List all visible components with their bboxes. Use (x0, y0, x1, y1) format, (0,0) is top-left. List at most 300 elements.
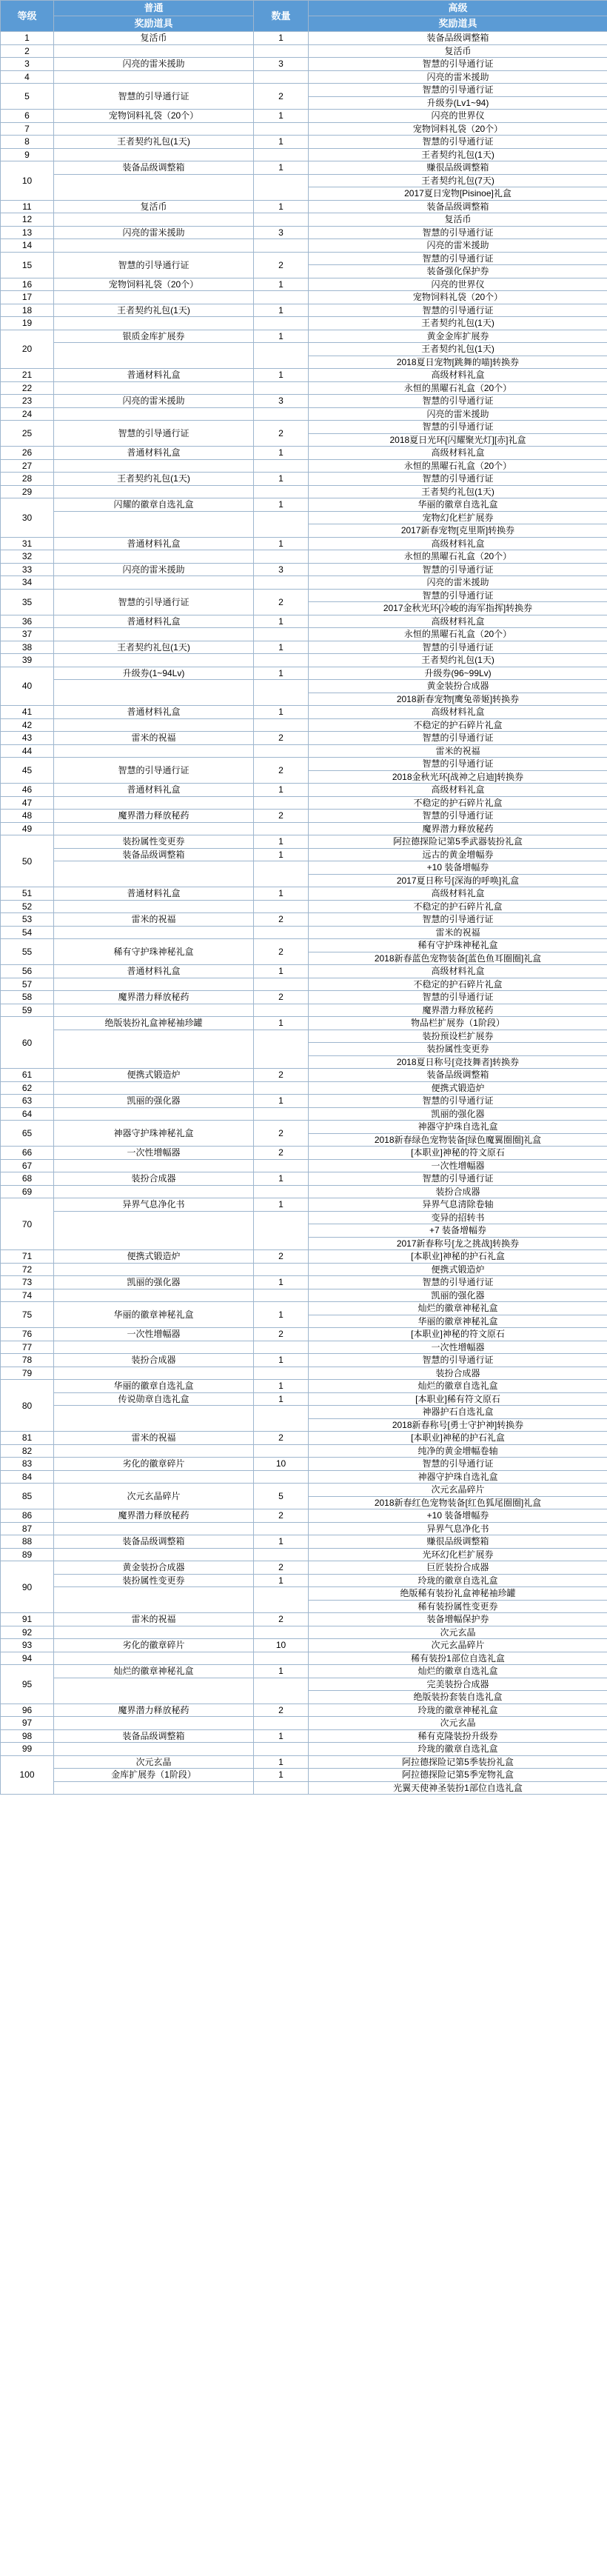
quantity-cell: 1 (254, 1095, 309, 1108)
table-row (1, 1198, 607, 1212)
table-row (1, 381, 607, 395)
level-cell: 95 (1, 1665, 54, 1704)
adv-item-cell: 纯净的黄金增幅卷轴 (309, 1444, 607, 1458)
table-row (1, 291, 607, 304)
table-row (1, 278, 607, 291)
normal-item-cell: 绝版装扮礼盒神秘袖珍罐 (54, 1017, 254, 1030)
normal-item-cell: 装扮合成器 (54, 1354, 254, 1367)
table-row (1, 343, 607, 356)
quantity-cell: 2 (254, 1509, 309, 1523)
adv-item-cell: 雷米的祝福 (309, 926, 607, 939)
quantity-cell: 10 (254, 1639, 309, 1652)
adv-item-cell: 雷米的祝福 (309, 744, 607, 758)
quantity-cell (254, 70, 309, 84)
header-adv-items: 奖励道具 (309, 16, 607, 32)
level-cell: 3 (1, 58, 54, 71)
quantity-cell: 2 (254, 1121, 309, 1147)
adv-item-cell: 稀有装扮属性变更券 (309, 1600, 607, 1613)
adv-item-cell: 不稳定的护石碎片礼盒 (309, 796, 607, 810)
adv-item-cell: 黄金装扮合成器 (309, 680, 607, 693)
adv-item-cell: 灿烂的徽章自选礼盒 (309, 1380, 607, 1393)
adv-item-cell: 升级券(Lv1~94) (309, 96, 607, 110)
level-cell: 23 (1, 395, 54, 408)
quantity-cell: 1 (254, 330, 309, 343)
level-cell: 48 (1, 810, 54, 823)
adv-item-cell: 装扮合成器 (309, 1367, 607, 1380)
adv-item-cell: 高级材料礼盒 (309, 447, 607, 460)
adv-item-cell: 高级材料礼盒 (309, 369, 607, 382)
level-cell: 25 (1, 421, 54, 447)
adv-item-cell: 智慧的引导通行证 (309, 1095, 607, 1108)
level-cell: 85 (1, 1484, 54, 1509)
table-row (1, 900, 607, 913)
quantity-cell (254, 1444, 309, 1458)
adv-item-cell: 阿拉德探险记第5季装扮礼盒 (309, 1755, 607, 1769)
normal-item-cell (54, 654, 254, 667)
level-cell: 98 (1, 1729, 54, 1743)
adv-item-cell: [本职业]神秘的符文原石 (309, 1147, 607, 1160)
adv-item-cell: 魔界潜力释放秘药 (309, 822, 607, 835)
level-cell: 100 (1, 1755, 54, 1795)
table-row (1, 1367, 607, 1380)
adv-item-cell: 完美装扮合成器 (309, 1678, 607, 1691)
table-row (1, 978, 607, 991)
quantity-cell: 1 (254, 136, 309, 149)
normal-item-cell: 便携式锻造炉 (54, 1069, 254, 1082)
quantity-cell: 1 (254, 615, 309, 628)
table-row (1, 252, 607, 265)
normal-item-cell: 装备品级调整箱 (54, 161, 254, 175)
table-row (1, 576, 607, 590)
normal-item-cell: 稀有守护珠神秘礼盒 (54, 939, 254, 965)
quantity-cell: 1 (254, 1198, 309, 1212)
adv-item-cell: 闪亮的世界仪 (309, 110, 607, 123)
normal-item-cell (54, 1678, 254, 1704)
normal-item-cell (54, 1004, 254, 1017)
level-cell: 12 (1, 213, 54, 227)
level-cell: 27 (1, 459, 54, 473)
quantity-cell: 1 (254, 1755, 309, 1769)
quantity-cell: 1 (254, 200, 309, 213)
level-cell: 69 (1, 1185, 54, 1198)
normal-item-cell (54, 1444, 254, 1458)
adv-item-cell: 魔界潜力释放秘药 (309, 1004, 607, 1017)
table-row (1, 1276, 607, 1289)
adv-item-cell: 不稳定的护石碎片礼盒 (309, 978, 607, 991)
quantity-cell: 1 (254, 161, 309, 175)
normal-item-cell (54, 1263, 254, 1276)
quantity-cell (254, 1652, 309, 1665)
table-row (1, 667, 607, 680)
adv-item-cell: 一次性增幅器 (309, 1341, 607, 1354)
level-cell: 47 (1, 796, 54, 810)
table-row (1, 1587, 607, 1601)
quantity-cell (254, 1626, 309, 1639)
adv-item-cell: 高级材料礼盒 (309, 965, 607, 978)
table-row (1, 1509, 607, 1523)
adv-item-cell: 凯丽的强化器 (309, 1107, 607, 1121)
normal-item-cell (54, 1470, 254, 1484)
quantity-cell: 2 (254, 1069, 309, 1082)
normal-item-cell: 便携式锻造炉 (54, 1250, 254, 1264)
adv-item-cell: 闪亮的雷米援助 (309, 576, 607, 590)
level-cell: 67 (1, 1159, 54, 1172)
normal-item-cell: 传说勋章自选礼盒 (54, 1392, 254, 1406)
quantity-cell: 1 (254, 447, 309, 460)
level-cell: 16 (1, 278, 54, 291)
normal-item-cell: 魔界潜力释放秘药 (54, 1509, 254, 1523)
table-row (1, 1302, 607, 1315)
adv-item-cell: 智慧的引导通行证 (309, 563, 607, 576)
level-cell: 83 (1, 1458, 54, 1471)
normal-item-cell (54, 1341, 254, 1354)
adv-item-cell: 智慧的引导通行证 (309, 84, 607, 97)
normal-item-cell: 灿烂的徽章神秘礼盒 (54, 1665, 254, 1678)
adv-item-cell: 华丽的徽章神秘礼盒 (309, 1315, 607, 1328)
level-cell: 32 (1, 550, 54, 564)
adv-item-cell: 玲珑的徽章自选礼盒 (309, 1743, 607, 1756)
level-cell: 1 (1, 32, 54, 45)
adv-item-cell: 2017新春称号[龙之挑战]转换券 (309, 1237, 607, 1250)
adv-item-cell: 智慧的引导通行证 (309, 589, 607, 602)
table-row (1, 1561, 607, 1575)
adv-item-cell: 2018新春蓝色宠物装备[蓝色鱼耳圈圈]礼盒 (309, 952, 607, 965)
quantity-cell (254, 680, 309, 706)
table-row (1, 1095, 607, 1108)
adv-item-cell: 高级材料礼盒 (309, 887, 607, 901)
table-row (1, 1613, 607, 1626)
level-cell: 97 (1, 1717, 54, 1730)
quantity-cell (254, 926, 309, 939)
adv-item-cell: 不稳定的护石碎片礼盒 (309, 718, 607, 732)
normal-item-cell (54, 796, 254, 810)
table-row (1, 926, 607, 939)
adv-item-cell: 玲珑的徽章神秘礼盒 (309, 1704, 607, 1717)
adv-item-cell: 装备品级调整箱 (309, 32, 607, 45)
level-cell: 38 (1, 641, 54, 654)
table-row (1, 810, 607, 823)
table-row (1, 796, 607, 810)
table-row (1, 511, 607, 524)
level-cell: 63 (1, 1095, 54, 1108)
adv-item-cell: [本职业]稀有符文原石 (309, 1392, 607, 1406)
level-cell: 41 (1, 706, 54, 719)
quantity-cell (254, 1548, 309, 1561)
quantity-cell: 1 (254, 1354, 309, 1367)
normal-item-cell: 金库扩展券（1阶段） (54, 1769, 254, 1782)
normal-item-cell (54, 1743, 254, 1756)
adv-item-cell: 2017新春宠物[克里斯]转换券 (309, 524, 607, 538)
level-cell: 81 (1, 1432, 54, 1445)
quantity-cell (254, 239, 309, 253)
adv-item-cell: 异界气息清除卷轴 (309, 1198, 607, 1212)
table-row (1, 1678, 607, 1691)
quantity-cell (254, 718, 309, 732)
adv-item-cell: 神器守护珠自选礼盒 (309, 1121, 607, 1134)
normal-item-cell: 宠物饲料礼袋（20个） (54, 110, 254, 123)
level-cell: 55 (1, 939, 54, 965)
level-cell: 22 (1, 381, 54, 395)
quantity-cell: 1 (254, 1380, 309, 1393)
adv-item-cell: 闪亮的世界仪 (309, 278, 607, 291)
adv-item-cell: 装扮合成器 (309, 1185, 607, 1198)
quantity-cell: 1 (254, 1392, 309, 1406)
table-row (1, 1432, 607, 1445)
adv-item-cell: 升级券(96~99Lv) (309, 667, 607, 680)
normal-item-cell: 普通材料礼盒 (54, 784, 254, 797)
level-cell: 75 (1, 1302, 54, 1328)
level-cell: 10 (1, 161, 54, 201)
table-row (1, 744, 607, 758)
table-row (1, 136, 607, 149)
adv-item-cell: 智慧的引导通行证 (309, 641, 607, 654)
level-cell: 33 (1, 563, 54, 576)
table-row (1, 1069, 607, 1082)
table-row (1, 537, 607, 550)
adv-item-cell: 智慧的引导通行证 (309, 395, 607, 408)
level-cell: 6 (1, 110, 54, 123)
table-row (1, 1250, 607, 1264)
normal-item-cell: 雷米的祝福 (54, 732, 254, 745)
level-cell: 90 (1, 1561, 54, 1613)
quantity-cell: 10 (254, 1458, 309, 1471)
header-normal-items: 奖励道具 (54, 16, 254, 32)
normal-item-cell (54, 1548, 254, 1561)
quantity-cell (254, 978, 309, 991)
quantity-cell (254, 44, 309, 58)
level-cell: 54 (1, 926, 54, 939)
normal-item-cell: 次元玄晶 (54, 1755, 254, 1769)
quantity-cell: 2 (254, 1328, 309, 1341)
normal-item-cell: 华丽的徽章神秘礼盒 (54, 1302, 254, 1328)
table-row (1, 1289, 607, 1302)
normal-item-cell (54, 1406, 254, 1432)
quantity-cell (254, 1263, 309, 1276)
table-row (1, 1704, 607, 1717)
quantity-cell (254, 1081, 309, 1095)
table-row (1, 641, 607, 654)
level-cell: 34 (1, 576, 54, 590)
table-row (1, 1444, 607, 1458)
level-cell: 37 (1, 628, 54, 641)
adv-item-cell: 王者契约礼包(1天) (309, 654, 607, 667)
level-cell: 46 (1, 784, 54, 797)
quantity-cell (254, 1587, 309, 1613)
quantity-cell: 2 (254, 810, 309, 823)
table-row (1, 965, 607, 978)
table-row (1, 110, 607, 123)
adv-item-cell: 永恒的黑曜石礼盒（20个） (309, 459, 607, 473)
quantity-cell: 1 (254, 887, 309, 901)
level-cell: 74 (1, 1289, 54, 1302)
quantity-cell: 3 (254, 563, 309, 576)
table-body (1, 32, 607, 1795)
adv-item-cell: 绝版装扮套装自选礼盒 (309, 1691, 607, 1704)
quantity-cell (254, 1030, 309, 1069)
quantity-cell (254, 1406, 309, 1432)
quantity-cell (254, 1678, 309, 1704)
table-row (1, 1172, 607, 1186)
table-row (1, 550, 607, 564)
table-row (1, 706, 607, 719)
adv-item-cell: 灿烂的徽章神秘礼盒 (309, 1302, 607, 1315)
adv-item-cell: 变异的招转书 (309, 1211, 607, 1224)
table-row (1, 887, 607, 901)
level-cell: 44 (1, 744, 54, 758)
quantity-cell (254, 381, 309, 395)
normal-item-cell: 银质金库扩展券 (54, 330, 254, 343)
quantity-cell: 1 (254, 1665, 309, 1678)
quantity-cell: 3 (254, 58, 309, 71)
normal-item-cell: 雷米的祝福 (54, 913, 254, 927)
adv-item-cell: +10 装备增幅券 (309, 1509, 607, 1523)
normal-item-cell: 装扮合成器 (54, 1172, 254, 1186)
level-cell: 92 (1, 1626, 54, 1639)
normal-item-cell: 王者契约礼包(1天) (54, 136, 254, 149)
quantity-cell (254, 822, 309, 835)
level-cell: 62 (1, 1081, 54, 1095)
adv-item-cell: 王者契约礼包(1天) (309, 317, 607, 330)
table-row (1, 1017, 607, 1030)
table-row (1, 161, 607, 175)
table-row (1, 84, 607, 97)
adv-item-cell: 次元玄晶 (309, 1717, 607, 1730)
table-row (1, 32, 607, 45)
table-row (1, 1717, 607, 1730)
quantity-cell: 1 (254, 848, 309, 861)
normal-item-cell: 复活币 (54, 32, 254, 45)
quantity-cell (254, 796, 309, 810)
normal-item-cell: 王者契约礼包(1天) (54, 473, 254, 486)
adv-item-cell: 智慧的引导通行证 (309, 252, 607, 265)
level-cell: 73 (1, 1276, 54, 1289)
level-cell: 91 (1, 1613, 54, 1626)
adv-item-cell: 绝版稀有装扮礼盒神秘袖珍罐 (309, 1587, 607, 1601)
level-cell: 9 (1, 148, 54, 161)
table-row (1, 835, 607, 849)
level-cell: 88 (1, 1535, 54, 1549)
table-row (1, 1755, 607, 1769)
table-row (1, 1159, 607, 1172)
level-cell: 86 (1, 1509, 54, 1523)
quantity-cell: 2 (254, 913, 309, 927)
level-cell: 4 (1, 70, 54, 84)
level-cell: 70 (1, 1198, 54, 1250)
normal-item-cell (54, 1030, 254, 1069)
quantity-cell: 3 (254, 226, 309, 239)
table-row (1, 1263, 607, 1276)
level-cell: 43 (1, 732, 54, 745)
normal-item-cell (54, 122, 254, 136)
adv-item-cell: 2018金秋光环[战神之启迪]转换券 (309, 770, 607, 784)
adv-item-cell: 稀有克隆装扮升级券 (309, 1729, 607, 1743)
table-row (1, 615, 607, 628)
table-row (1, 1626, 607, 1639)
adv-item-cell: +7 装备增幅券 (309, 1224, 607, 1238)
level-cell: 82 (1, 1444, 54, 1458)
adv-item-cell: 2018夏日称号[竞技舞者]转换券 (309, 1055, 607, 1069)
quantity-cell: 1 (254, 278, 309, 291)
table-row (1, 1535, 607, 1549)
level-cell: 64 (1, 1107, 54, 1121)
normal-item-cell: 一次性增幅器 (54, 1147, 254, 1160)
adv-item-cell: 装扮属性变更券 (309, 1043, 607, 1056)
level-cell: 20 (1, 330, 54, 369)
adv-item-cell: 闪亮的雷米援助 (309, 239, 607, 253)
table-row (1, 122, 607, 136)
quantity-cell (254, 1717, 309, 1730)
table-row (1, 1470, 607, 1484)
adv-item-cell: 智慧的引导通行证 (309, 58, 607, 71)
adv-item-cell: 装备品级调整箱 (309, 1069, 607, 1082)
quantity-cell (254, 174, 309, 200)
adv-item-cell: 2017夏日宠物[Pisinoe]礼盒 (309, 187, 607, 201)
adv-item-cell: 异界气息净化书 (309, 1522, 607, 1535)
adv-item-cell: 高级材料礼盒 (309, 615, 607, 628)
normal-item-cell: 宠物饲料礼袋（20个） (54, 278, 254, 291)
level-cell: 59 (1, 1004, 54, 1017)
quantity-cell: 2 (254, 1250, 309, 1264)
level-cell: 68 (1, 1172, 54, 1186)
normal-item-cell (54, 291, 254, 304)
normal-item-cell: 凯丽的强化器 (54, 1276, 254, 1289)
normal-item-cell: 装备品级调整箱 (54, 1729, 254, 1743)
table-row (1, 1548, 607, 1561)
normal-item-cell: 复活币 (54, 200, 254, 213)
level-cell: 94 (1, 1652, 54, 1665)
normal-item-cell (54, 381, 254, 395)
level-cell: 87 (1, 1522, 54, 1535)
normal-item-cell: 闪亮的雷米援助 (54, 58, 254, 71)
normal-item-cell: 雷米的祝福 (54, 1613, 254, 1626)
adv-item-cell: 远古的黄金增幅券 (309, 848, 607, 861)
normal-item-cell (54, 926, 254, 939)
table-row (1, 200, 607, 213)
table-row (1, 473, 607, 486)
quantity-cell: 1 (254, 706, 309, 719)
level-cell: 13 (1, 226, 54, 239)
normal-item-cell: 智慧的引导通行证 (54, 589, 254, 615)
table-row (1, 70, 607, 84)
normal-item-cell (54, 1587, 254, 1613)
table-row (1, 1665, 607, 1678)
quantity-cell: 2 (254, 939, 309, 965)
adv-item-cell: 智慧的引导通行证 (309, 991, 607, 1004)
quantity-cell (254, 1367, 309, 1380)
adv-item-cell: 装备强化保护券 (309, 265, 607, 278)
quantity-cell: 1 (254, 1574, 309, 1587)
table-row (1, 680, 607, 693)
quantity-cell (254, 407, 309, 421)
quantity-cell: 1 (254, 110, 309, 123)
quantity-cell (254, 459, 309, 473)
normal-item-cell: 普通材料礼盒 (54, 887, 254, 901)
table-row (1, 784, 607, 797)
quantity-cell (254, 1159, 309, 1172)
quantity-cell (254, 1107, 309, 1121)
adv-item-cell: 闪亮的雷米援助 (309, 70, 607, 84)
normal-item-cell: 升级券(1~94Lv) (54, 667, 254, 680)
level-cell: 56 (1, 965, 54, 978)
normal-item-cell (54, 317, 254, 330)
level-cell: 80 (1, 1380, 54, 1432)
adv-item-cell: 稀有装扮1部位自选礼盒 (309, 1652, 607, 1665)
table-row (1, 758, 607, 771)
level-cell: 18 (1, 304, 54, 317)
normal-item-cell (54, 1159, 254, 1172)
table-row (1, 447, 607, 460)
table-row (1, 1107, 607, 1121)
